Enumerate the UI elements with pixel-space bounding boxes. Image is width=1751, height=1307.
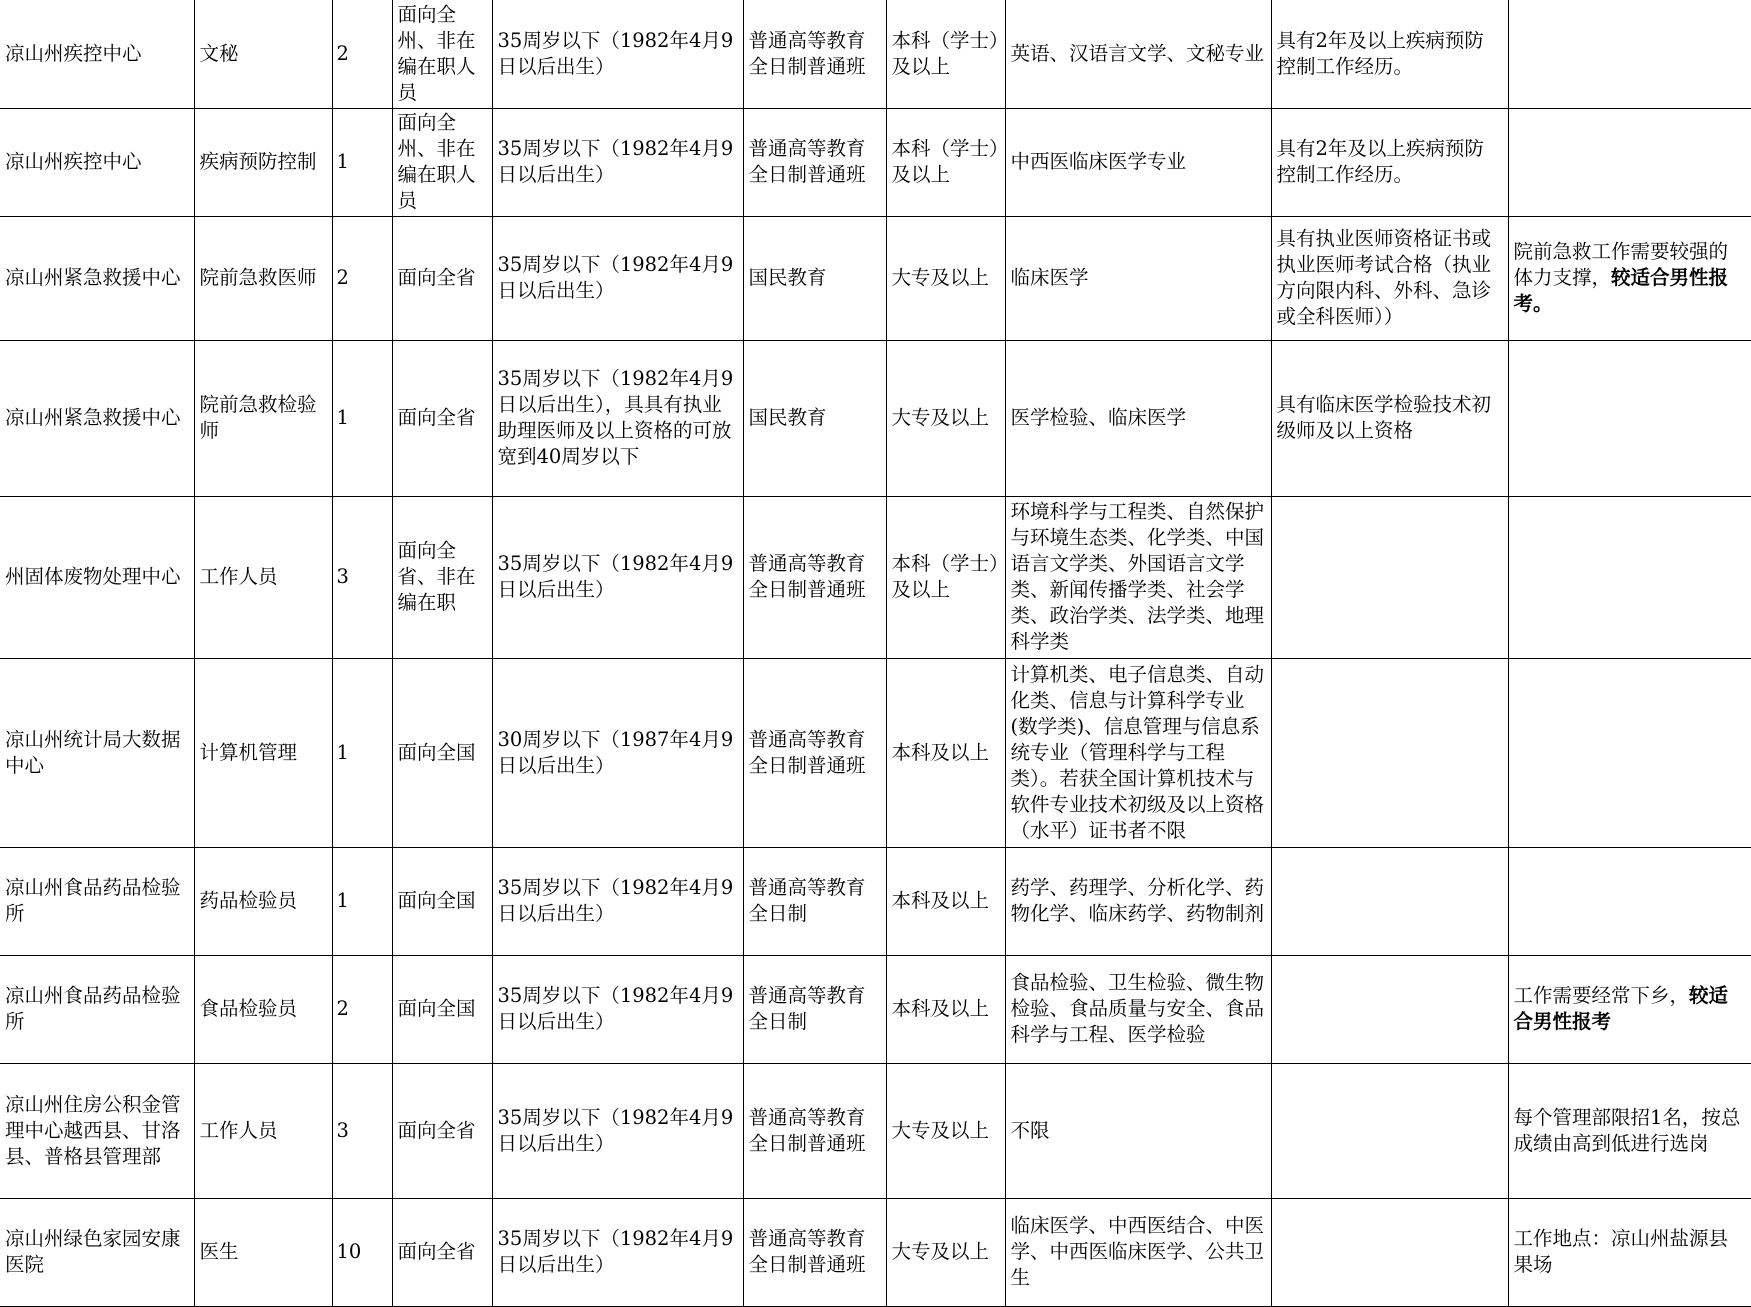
major-cell: 计算机类、电子信息类、自动化类、信息与计算科学专业(数学类)、信息管理与信息系统专业（管理科学与工程类）。若获全国计算机技术与软件专业技术初级及以上资格（水平）证书者不限 [1005, 658, 1271, 847]
major-cell: 中西医临床医学专业 [1005, 108, 1271, 216]
remark-bold-text: 较适合男性报考。 [1513, 266, 1729, 315]
table-row [0, 496, 1751, 658]
scope-cell: 面向全州、非在编在职人员 [392, 0, 492, 108]
age-cell: 35周岁以下（1982年4月9日以后出生） [492, 0, 743, 108]
education-type-cell: 普通高等教育全日制普通班 [743, 1063, 886, 1198]
remark-cell [1508, 496, 1751, 658]
education-type-cell: 普通高等教育全日制普通班 [743, 1198, 886, 1306]
count-cell: 1 [332, 108, 392, 216]
unit-cell: 凉山州食品药品检验所 [0, 847, 194, 955]
remark-cell [1508, 1198, 1751, 1306]
age-cell: 35周岁以下（1982年4月9日以后出生） [492, 1063, 743, 1198]
unit-cell: 凉山州紧急救援中心 [0, 216, 194, 340]
degree-cell: 大专及以上 [886, 216, 1005, 340]
age-cell: 35周岁以下（1982年4月9日以后出生） [492, 496, 743, 658]
remark-cell [1508, 340, 1751, 496]
scope-cell: 面向全省、非在编在职 [392, 496, 492, 658]
degree-cell: 大专及以上 [886, 1063, 1005, 1198]
age-cell: 30周岁以下（1987年4月9日以后出生） [492, 658, 743, 847]
count-cell: 1 [332, 340, 392, 496]
position-cell: 药品检验员 [194, 847, 332, 955]
table-row [0, 658, 1751, 847]
remark-cell [1508, 955, 1751, 1063]
education-type-cell: 普通高等教育全日制普通班 [743, 658, 886, 847]
position-cell: 食品检验员 [194, 955, 332, 1063]
other-requirements-cell [1271, 658, 1508, 847]
other-requirements-cell: 具有2年及以上疾病预防控制工作经历。 [1271, 0, 1508, 108]
age-cell: 35周岁以下（1982年4月9日以后出生） [492, 1198, 743, 1306]
scope-cell: 面向全州、非在编在职人员 [392, 108, 492, 216]
count-cell: 1 [332, 847, 392, 955]
major-cell: 药学、药理学、分析化学、药物化学、临床药学、药物制剂 [1005, 847, 1271, 955]
unit-cell: 凉山州紧急救援中心 [0, 340, 194, 496]
degree-cell: 本科（学士）及以上 [886, 496, 1005, 658]
other-requirements-cell [1271, 1063, 1508, 1198]
unit-cell: 州固体废物处理中心 [0, 496, 194, 658]
count-cell: 3 [332, 496, 392, 658]
scope-cell: 面向全省 [392, 340, 492, 496]
other-requirements-cell [1271, 496, 1508, 658]
table-row [0, 1198, 1751, 1306]
education-type-cell: 国民教育 [743, 340, 886, 496]
table-row [0, 0, 1751, 108]
table-row [0, 216, 1751, 340]
count-cell: 2 [332, 955, 392, 1063]
remark-bold-text: 较适合男性报考 [1513, 984, 1729, 1033]
education-type-cell: 普通高等教育全日制普通班 [743, 0, 886, 108]
scope-cell: 面向全国 [392, 955, 492, 1063]
scope-cell: 面向全省 [392, 1063, 492, 1198]
other-requirements-cell: 具有2年及以上疾病预防控制工作经历。 [1271, 108, 1508, 216]
unit-cell: 凉山州绿色家园安康医院 [0, 1198, 194, 1306]
unit-cell: 凉山州住房公积金管理中心越西县、甘洛县、普格县管理部 [0, 1063, 194, 1198]
position-cell: 院前急救医师 [194, 216, 332, 340]
unit-cell: 凉山州统计局大数据中心 [0, 658, 194, 847]
unit-cell: 凉山州疾控中心 [0, 108, 194, 216]
remark-text: 每个管理部限招1名，按总成绩由高到低进行选岗 [1513, 1105, 1741, 1155]
degree-cell: 大专及以上 [886, 340, 1005, 496]
education-type-cell: 国民教育 [743, 216, 886, 340]
remark-cell [1508, 1063, 1751, 1198]
degree-cell: 本科及以上 [886, 847, 1005, 955]
position-cell: 医生 [194, 1198, 332, 1306]
education-type-cell: 普通高等教育全日制普通班 [743, 496, 886, 658]
position-cell: 文秘 [194, 0, 332, 108]
other-requirements-cell: 具有临床医学检验技术初级师及以上资格 [1271, 340, 1508, 496]
remark-cell [1508, 108, 1751, 216]
other-requirements-cell [1271, 1198, 1508, 1306]
count-cell: 2 [332, 0, 392, 108]
count-cell: 1 [332, 658, 392, 847]
age-cell: 35周岁以下（1982年4月9日以后出生），具具有执业助理医师及以上资格的可放宽到40周岁以下 [492, 340, 743, 496]
other-requirements-cell [1271, 955, 1508, 1063]
position-cell: 院前急救检验师 [194, 340, 332, 496]
scope-cell: 面向全国 [392, 847, 492, 955]
age-cell: 35周岁以下（1982年4月9日以后出生） [492, 216, 743, 340]
remark-text: 院前急救工作需要较强的体力支撑， [1513, 240, 1729, 289]
scope-cell: 面向全国 [392, 658, 492, 847]
major-cell: 不限 [1005, 1063, 1271, 1198]
remark-text: 工作地点：凉山州盐源县果场 [1513, 1227, 1729, 1276]
major-cell: 食品检验、卫生检验、微生物检验、食品质量与安全、食品科学与工程、医学检验 [1005, 955, 1271, 1063]
position-cell: 疾病预防控制 [194, 108, 332, 216]
count-cell: 2 [332, 216, 392, 340]
unit-cell: 凉山州食品药品检验所 [0, 955, 194, 1063]
education-type-cell: 普通高等教育全日制普通班 [743, 108, 886, 216]
degree-cell: 本科及以上 [886, 955, 1005, 1063]
position-cell: 计算机管理 [194, 658, 332, 847]
remark-cell [1508, 847, 1751, 955]
age-cell: 35周岁以下（1982年4月9日以后出生） [492, 955, 743, 1063]
table-row [0, 847, 1751, 955]
scope-cell: 面向全省 [392, 1198, 492, 1306]
major-cell: 英语、汉语言文学、文秘专业 [1005, 0, 1271, 108]
position-cell: 工作人员 [194, 496, 332, 658]
age-cell: 35周岁以下（1982年4月9日以后出生） [492, 847, 743, 955]
table-row [0, 108, 1751, 216]
major-cell: 临床医学、中西医结合、中医学、中西医临床医学、公共卫生 [1005, 1198, 1271, 1306]
education-type-cell: 普通高等教育全日制 [743, 955, 886, 1063]
degree-cell: 大专及以上 [886, 1198, 1005, 1306]
remark-cell [1508, 216, 1751, 340]
other-requirements-cell [1271, 847, 1508, 955]
table-row [0, 340, 1751, 496]
scope-cell: 面向全省 [392, 216, 492, 340]
count-cell: 3 [332, 1063, 392, 1198]
count-cell: 10 [332, 1198, 392, 1306]
position-cell: 工作人员 [194, 1063, 332, 1198]
major-cell: 医学检验、临床医学 [1005, 340, 1271, 496]
education-type-cell: 普通高等教育全日制 [743, 847, 886, 955]
unit-cell: 凉山州疾控中心 [0, 0, 194, 108]
remark-cell [1508, 0, 1751, 108]
remark-cell [1508, 658, 1751, 847]
degree-cell: 本科及以上 [886, 658, 1005, 847]
table-row [0, 1063, 1751, 1198]
other-requirements-cell: 具有执业医师资格证书或执业医师考试合格（执业方向限内科、外科、急诊或全科医师）） [1271, 216, 1508, 340]
degree-cell: 本科（学士）及以上 [886, 0, 1005, 108]
remark-text: 工作需要经常下乡， [1513, 984, 1690, 1007]
degree-cell: 本科（学士）及以上 [886, 108, 1005, 216]
table-row [0, 955, 1751, 1063]
age-cell: 35周岁以下（1982年4月9日以后出生） [492, 108, 743, 216]
major-cell: 环境科学与工程类、自然保护与环境生态类、化学类、中国语言文学类、外国语言文学类、新闻传播学类、社会学类、政治学类、法学类、地理科学类 [1005, 496, 1271, 658]
major-cell: 临床医学 [1005, 216, 1271, 340]
